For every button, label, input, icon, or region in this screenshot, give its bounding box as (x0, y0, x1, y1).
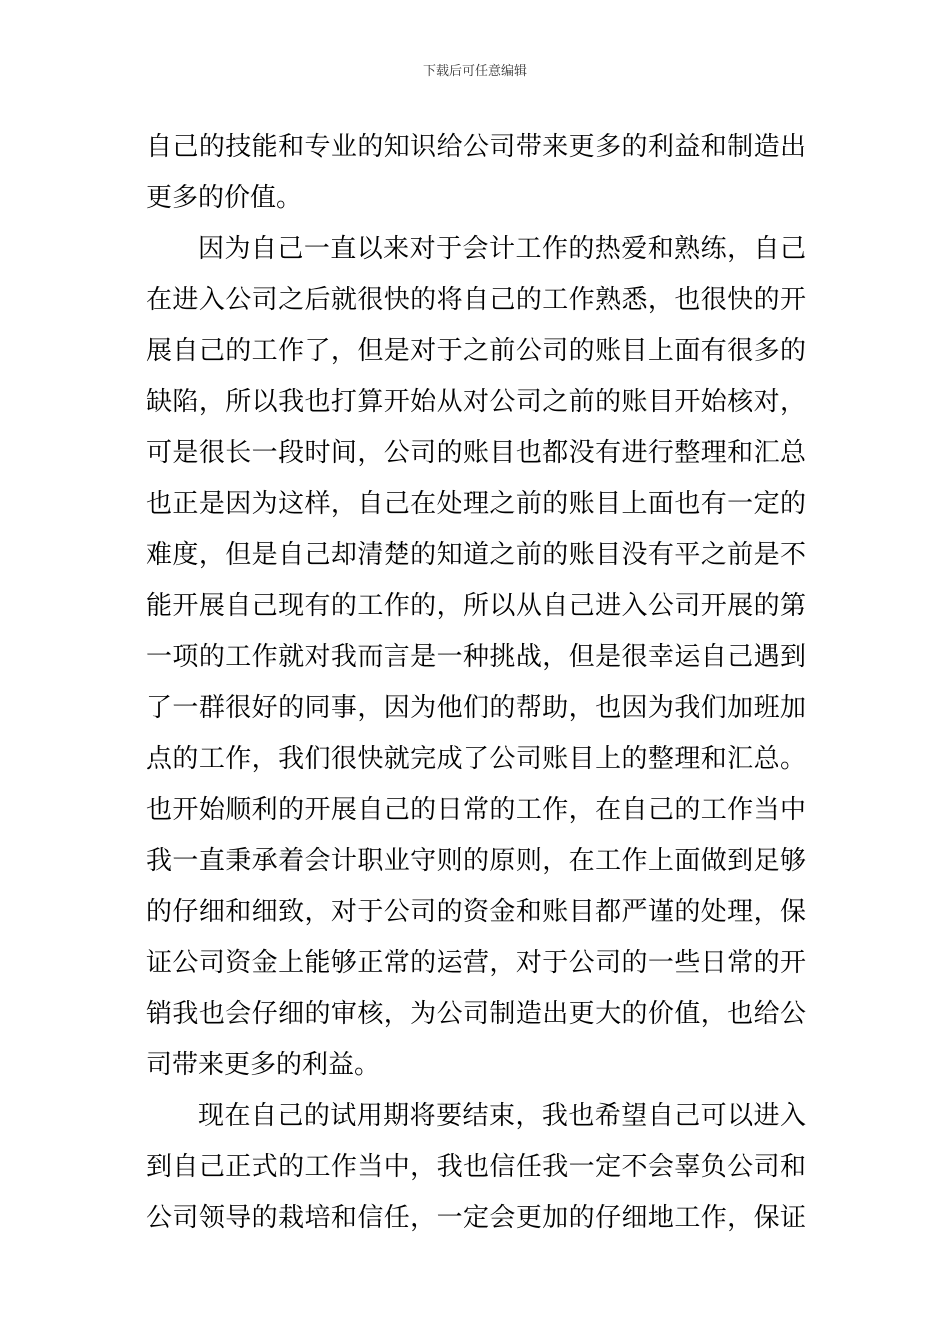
text-line: 在进入公司之后就很快的将自己的工作熟悉，也很快的开 (146, 285, 806, 315)
document-body (146, 122, 806, 1244)
text-line: 难度，但是自己却清楚的知道之前的账目没有平之前是不 (146, 540, 806, 570)
text-line: 也开始顺利的开展自己的日常的工作，在自己的工作当中 (146, 795, 806, 825)
text-line: 了一群很好的同事，因为他们的帮助，也因为我们加班加 (146, 693, 806, 723)
text-line: 销我也会仔细的审核，为公司制造出更大的价值，也给公 (146, 999, 806, 1029)
text-line: 公司领导的栽培和信任，一定会更加的仔细地工作，保证 (146, 1203, 806, 1233)
paragraph (146, 224, 806, 1091)
text-line: 也正是因为这样，自己在处理之前的账目上面也有一定的 (146, 489, 806, 519)
text-line: 可是很长一段时间，公司的账目也都没有进行整理和汇总 (146, 438, 806, 468)
text-line: 自己的技能和专业的知识给公司带来更多的利益和制造出 (146, 132, 806, 162)
text-line: 到自己正式的工作当中，我也信任我一定不会辜负公司和 (146, 1152, 806, 1182)
text-line: 能开展自己现有的工作的，所以从自己进入公司开展的第 (146, 591, 806, 621)
text-line: 证公司资金上能够正常的运营，对于公司的一些日常的开 (146, 948, 806, 978)
paragraph (146, 1091, 806, 1244)
text-line: 的仔细和细致，对于公司的资金和账目都严谨的处理，保 (146, 897, 806, 927)
text-line: 更多的价值。 (146, 183, 303, 213)
text-line: 司带来更多的利益。 (146, 1050, 381, 1080)
text-line: 展自己的工作了，但是对于之前公司的账目上面有很多的 (146, 336, 806, 366)
text-line: 现在自己的试用期将要结束，我也希望自己可以进入 (198, 1101, 806, 1131)
text-line: 点的工作，我们很快就完成了公司账目上的整理和汇总。 (146, 744, 806, 774)
text-line: 一项的工作就对我而言是一种挑战，但是很幸运自己遇到 (146, 642, 806, 672)
paragraph (146, 122, 806, 224)
text-line: 我一直秉承着会计职业守则的原则，在工作上面做到足够 (146, 846, 806, 876)
text-line: 因为自己一直以来对于会计工作的热爱和熟练，自己 (198, 234, 806, 264)
page-header: 下载后可任意编辑 (422, 64, 527, 79)
text-line: 缺陷，所以我也打算开始从对公司之前的账目开始核对， (146, 387, 806, 417)
